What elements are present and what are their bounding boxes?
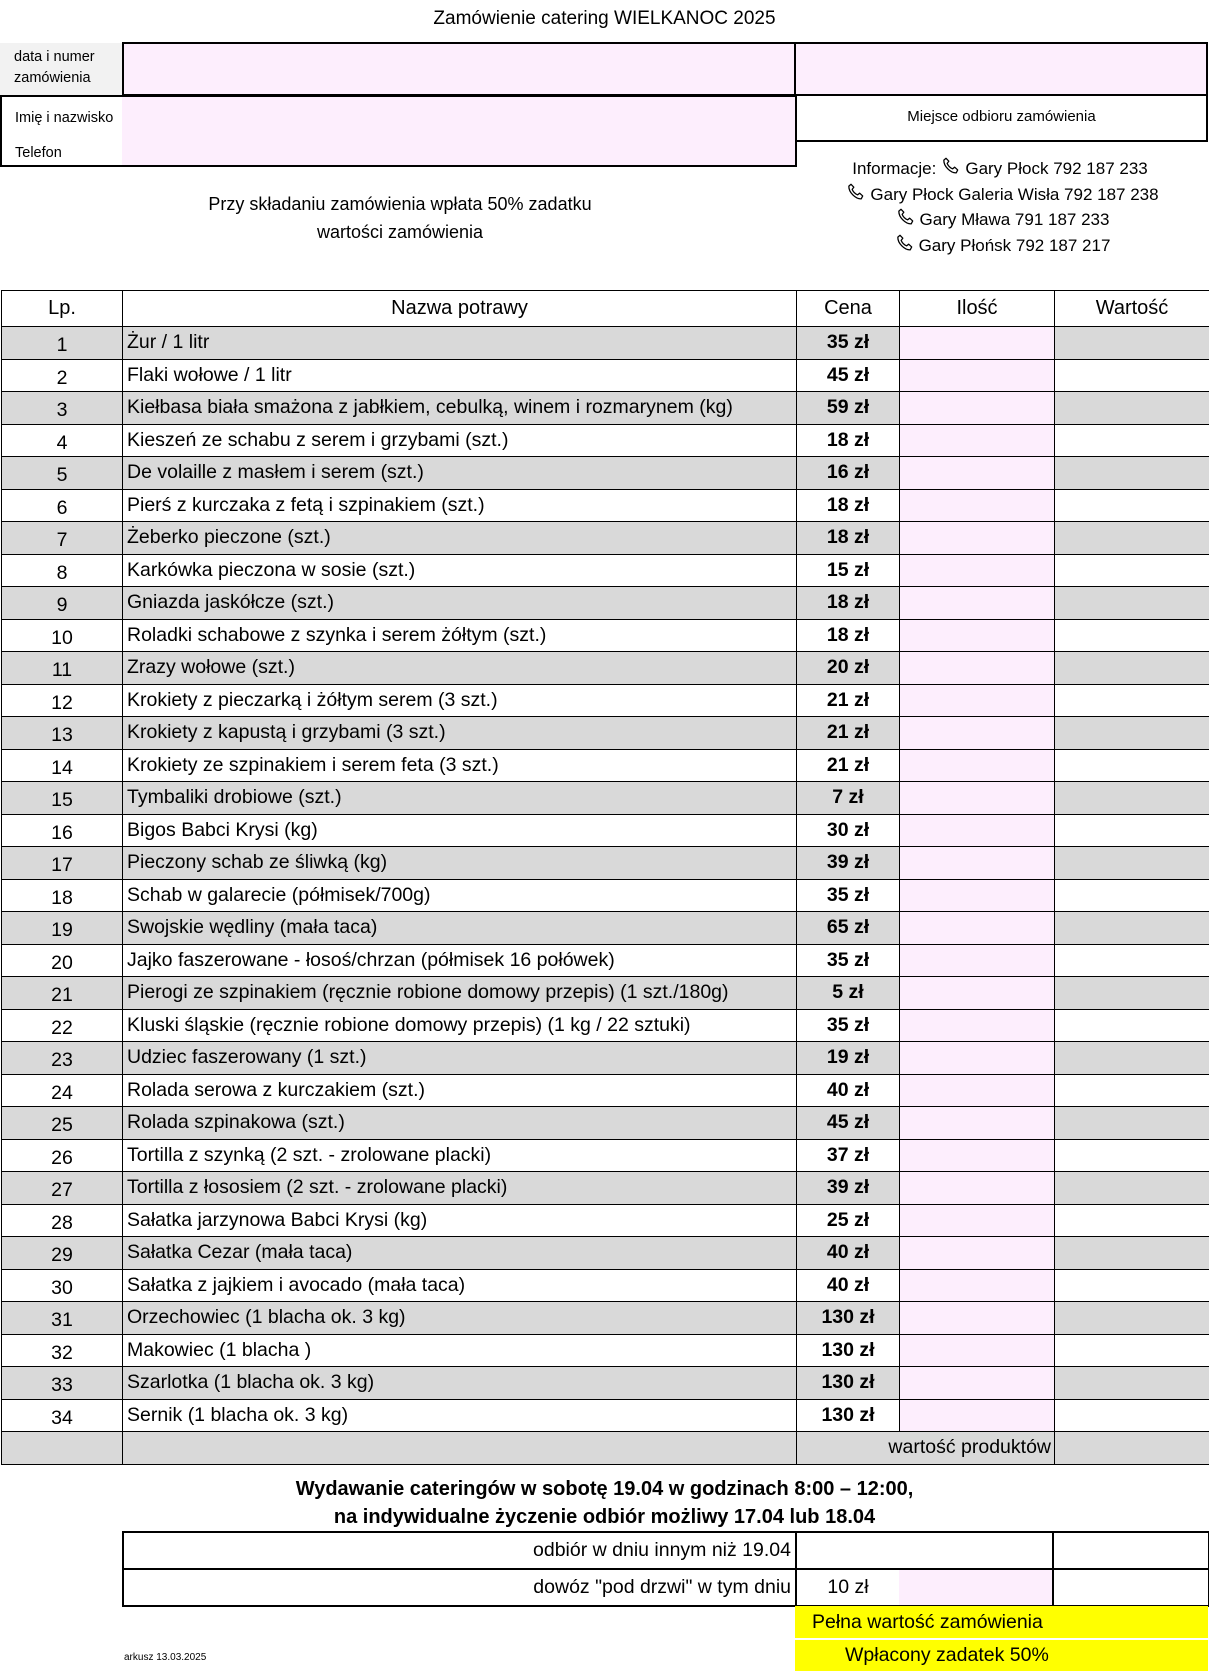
- row-dish-name: Udziec faszerowany (1 szt.): [123, 1042, 797, 1075]
- row-lp: 9: [2, 587, 123, 620]
- row-lp: 16: [2, 814, 123, 847]
- header-quantity: Ilość: [900, 291, 1055, 327]
- table-row: [2, 489, 1209, 522]
- row-price: 35 zł: [797, 1009, 900, 1042]
- table-row: [2, 814, 1209, 847]
- row-value: [1055, 392, 1209, 425]
- row-dish-name: Tortilla z szynką (2 szt. - zrolowane placki): [123, 1139, 797, 1172]
- info-row-3: [810, 207, 1190, 233]
- row-dish-name: Sernik (1 blacha ok. 3 kg): [123, 1399, 797, 1432]
- row-dish-name: Makowiec (1 blacha ): [123, 1334, 797, 1367]
- row-dish-name: Kiełbasa biała smażona z jabłkiem, cebulką, winem i rozmarynem (kg): [123, 392, 797, 425]
- row-price: 18 zł: [797, 489, 900, 522]
- row-lp: 20: [2, 944, 123, 977]
- other-day-input[interactable]: [796, 1532, 1053, 1569]
- row-quantity-input[interactable]: [900, 652, 1055, 685]
- row-dish-name: De volaille z masłem i serem (szt.): [123, 457, 797, 490]
- delivery-row: [123, 1569, 1209, 1606]
- row-dish-name: Orzechowiec (1 blacha ok. 3 kg): [123, 1302, 797, 1335]
- row-price: 16 zł: [797, 457, 900, 490]
- table-row: [2, 392, 1209, 425]
- table-row: [2, 1302, 1209, 1335]
- row-lp: 10: [2, 619, 123, 652]
- row-lp: 21: [2, 977, 123, 1010]
- row-value: [1055, 1107, 1209, 1140]
- row-quantity-input[interactable]: [900, 1172, 1055, 1205]
- row-lp: 34: [2, 1399, 123, 1432]
- row-value: [1055, 457, 1209, 490]
- full-value-label: Pełna wartość zamówienia: [795, 1606, 1208, 1638]
- contact-4: Gary Płońsk 792 187 217: [918, 235, 1111, 255]
- table-row: [2, 1172, 1209, 1205]
- row-quantity-input[interactable]: [900, 359, 1055, 392]
- info-row-2: [810, 182, 1190, 208]
- row-value: [1055, 587, 1209, 620]
- row-value: [1055, 717, 1209, 750]
- table-row: [2, 1204, 1209, 1237]
- row-lp: 3: [2, 392, 123, 425]
- row-quantity-input[interactable]: [900, 489, 1055, 522]
- table-row: [2, 847, 1209, 880]
- header-lp: Lp.: [2, 291, 123, 327]
- row-dish-name: Pieczony schab ze śliwką (kg): [123, 847, 797, 880]
- row-quantity-input[interactable]: [900, 587, 1055, 620]
- row-quantity-input[interactable]: [900, 522, 1055, 555]
- contact-2: Gary Płock Galeria Wisła 792 187 238: [870, 184, 1159, 204]
- row-dish-name: Krokiety z pieczarką i żółtym serem (3 szt.): [123, 684, 797, 717]
- total-blank: [123, 1432, 797, 1465]
- row-lp: 4: [2, 424, 123, 457]
- row-lp: 32: [2, 1334, 123, 1367]
- row-lp: 33: [2, 1367, 123, 1400]
- row-quantity-input[interactable]: [900, 977, 1055, 1010]
- row-quantity-input[interactable]: [900, 1269, 1055, 1302]
- table-row: [2, 587, 1209, 620]
- contact-1: Gary Płock 792 187 233: [965, 159, 1148, 178]
- total-label: wartość produktów: [797, 1432, 1055, 1465]
- info-contacts: [810, 156, 1190, 258]
- row-quantity-input[interactable]: [900, 912, 1055, 945]
- row-quantity-input[interactable]: [900, 1107, 1055, 1140]
- table-row: [2, 717, 1209, 750]
- row-price: 130 zł: [797, 1399, 900, 1432]
- order-number-field[interactable]: [122, 42, 1208, 96]
- row-dish-name: Rolada serowa z kurczakiem (szt.): [123, 1074, 797, 1107]
- customer-input-field[interactable]: [122, 97, 795, 165]
- row-lp: 19: [2, 912, 123, 945]
- row-value: [1055, 489, 1209, 522]
- row-price: 40 zł: [797, 1269, 900, 1302]
- row-price: 21 zł: [797, 749, 900, 782]
- row-value: [1055, 1334, 1209, 1367]
- row-quantity-input[interactable]: [900, 814, 1055, 847]
- table-row: [2, 1139, 1209, 1172]
- row-value: [1055, 359, 1209, 392]
- row-price: 15 zł: [797, 554, 900, 587]
- table-row: [2, 327, 1209, 360]
- row-quantity-input[interactable]: [900, 1399, 1055, 1432]
- row-price: 130 zł: [797, 1302, 900, 1335]
- page-title: Zamówienie catering WIELKANOC 2025: [433, 8, 776, 29]
- row-dish-name: Żur / 1 litr: [123, 327, 797, 360]
- row-lp: 2: [2, 359, 123, 392]
- row-price: 30 zł: [797, 814, 900, 847]
- order-label-line1: data i numer: [14, 49, 95, 65]
- row-quantity-input[interactable]: [900, 782, 1055, 815]
- row-price: 7 zł: [797, 782, 900, 815]
- row-value: [1055, 1367, 1209, 1400]
- row-lp: 5: [2, 457, 123, 490]
- extras-table: [122, 1531, 1209, 1607]
- menu-table: [1, 290, 1209, 1465]
- row-dish-name: Sałatka jarzynowa Babci Krysi (kg): [123, 1204, 797, 1237]
- row-price: 35 zł: [797, 327, 900, 360]
- row-lp: 13: [2, 717, 123, 750]
- row-price: 40 zł: [797, 1074, 900, 1107]
- table-row: [2, 912, 1209, 945]
- table-row: [2, 359, 1209, 392]
- row-price: 20 zł: [797, 652, 900, 685]
- phone-icon: [845, 182, 867, 204]
- row-value: [1055, 814, 1209, 847]
- row-dish-name: Swojskie wędliny (mała taca): [123, 912, 797, 945]
- header-price: Cena: [797, 291, 900, 327]
- header-name: Nazwa potrawy: [123, 291, 797, 327]
- row-lp: 14: [2, 749, 123, 782]
- row-quantity-input[interactable]: [900, 1009, 1055, 1042]
- row-value: [1055, 749, 1209, 782]
- row-price: 130 zł: [797, 1334, 900, 1367]
- sheet-date: arkusz 13.03.2025: [124, 1652, 207, 1663]
- row-price: 45 zł: [797, 359, 900, 392]
- row-lp: 6: [2, 489, 123, 522]
- row-price: 59 zł: [797, 392, 900, 425]
- row-price: 18 zł: [797, 587, 900, 620]
- row-dish-name: Szarlotka (1 blacha ok. 3 kg): [123, 1367, 797, 1400]
- row-quantity-input[interactable]: [900, 1367, 1055, 1400]
- row-quantity-input[interactable]: [900, 392, 1055, 425]
- row-lp: 12: [2, 684, 123, 717]
- total-row: [2, 1432, 1209, 1465]
- row-price: 39 zł: [797, 847, 900, 880]
- row-price: 18 zł: [797, 522, 900, 555]
- deposit-line2: wartości zamówienia: [316, 222, 484, 242]
- row-price: 35 zł: [797, 879, 900, 912]
- row-dish-name: Pierś z kurczaka z fetą i szpinakiem (szt.): [123, 489, 797, 522]
- delivery-cell: [796, 1569, 1053, 1606]
- row-price: 65 zł: [797, 912, 900, 945]
- table-row: [2, 879, 1209, 912]
- table-row: [2, 554, 1209, 587]
- row-quantity-input[interactable]: [900, 424, 1055, 457]
- row-quantity-input[interactable]: [900, 1302, 1055, 1335]
- row-quantity-input[interactable]: [900, 684, 1055, 717]
- total-blank: [2, 1432, 123, 1465]
- delivery-price: 10 zł: [827, 1576, 869, 1598]
- notice-line2: na indywidualne życzenie odbiór możliwy 17.04 lub 18.04: [333, 1506, 876, 1528]
- table-row: [2, 1009, 1209, 1042]
- row-quantity-input[interactable]: [900, 1204, 1055, 1237]
- row-quantity-input[interactable]: [900, 619, 1055, 652]
- row-price: 18 zł: [797, 424, 900, 457]
- table-row: [2, 782, 1209, 815]
- table-row: [2, 1399, 1209, 1432]
- row-value: [1055, 327, 1209, 360]
- row-value: [1055, 1237, 1209, 1270]
- row-value: [1055, 424, 1209, 457]
- row-value: [1055, 847, 1209, 880]
- row-dish-name: Tortilla z łososiem (2 szt. - zrolowane placki): [123, 1172, 797, 1205]
- delivery-value: [1053, 1569, 1209, 1606]
- row-value: [1055, 1009, 1209, 1042]
- row-quantity-input[interactable]: [900, 554, 1055, 587]
- table-row: [2, 1074, 1209, 1107]
- row-price: 37 zł: [797, 1139, 900, 1172]
- row-quantity-input[interactable]: [900, 944, 1055, 977]
- row-lp: 8: [2, 554, 123, 587]
- row-dish-name: Bigos Babci Krysi (kg): [123, 814, 797, 847]
- row-dish-name: Roladki schabowe z szynka i serem żółtym (szt.): [123, 619, 797, 652]
- row-price: 5 zł: [797, 977, 900, 1010]
- row-lp: 24: [2, 1074, 123, 1107]
- row-value: [1055, 912, 1209, 945]
- row-value: [1055, 977, 1209, 1010]
- table-row: [2, 1107, 1209, 1140]
- row-value: [1055, 782, 1209, 815]
- table-row: [2, 424, 1209, 457]
- row-dish-name: Gniazda jaskółcze (szt.): [123, 587, 797, 620]
- table-row: [2, 977, 1209, 1010]
- row-lp: 7: [2, 522, 123, 555]
- pickup-notice: [0, 1475, 1209, 1531]
- row-price: 21 zł: [797, 717, 900, 750]
- row-price: 39 zł: [797, 1172, 900, 1205]
- row-value: [1055, 1074, 1209, 1107]
- menu-body: [2, 327, 1209, 1465]
- other-day-row: [123, 1532, 1209, 1569]
- row-dish-name: Sałatka Cezar (mała taca): [123, 1237, 797, 1270]
- name-label: Imię i nazwisko: [15, 110, 114, 126]
- row-lp: 25: [2, 1107, 123, 1140]
- row-dish-name: Flaki wołowe / 1 litr: [123, 359, 797, 392]
- row-dish-name: Sałatka z jajkiem i avocado (mała taca): [123, 1269, 797, 1302]
- info-row-4: [810, 233, 1190, 259]
- header-value: Wartość: [1055, 291, 1209, 327]
- notice-line1: Wydawanie cateringów w sobotę 19.04 w godzinach 8:00 – 12:00,: [295, 1478, 914, 1500]
- table-row: [2, 522, 1209, 555]
- row-value: [1055, 554, 1209, 587]
- table-row: [2, 944, 1209, 977]
- row-lp: 15: [2, 782, 123, 815]
- row-dish-name: Rolada szpinakowa (szt.): [123, 1107, 797, 1140]
- phone-icon: [894, 233, 916, 255]
- table-row: [2, 457, 1209, 490]
- row-lp: 11: [2, 652, 123, 685]
- row-dish-name: Pierogi ze szpinakiem (ręcznie robione domowy przepis) (1 szt./180g): [123, 977, 797, 1010]
- row-quantity-input[interactable]: [900, 457, 1055, 490]
- row-value: [1055, 619, 1209, 652]
- total-value: [1055, 1432, 1209, 1465]
- row-quantity-input[interactable]: [900, 1042, 1055, 1075]
- order-divider: [794, 42, 796, 96]
- other-day-label: odbiór w dniu innym niż 19.04: [123, 1532, 796, 1569]
- row-value: [1055, 1172, 1209, 1205]
- row-quantity-input[interactable]: [900, 327, 1055, 360]
- deposit-line1: Przy składaniu zamówienia wpłata 50% zadatku: [208, 194, 592, 214]
- pickup-label: Miejsce odbioru zamówienia: [907, 108, 1096, 125]
- row-price: 19 zł: [797, 1042, 900, 1075]
- other-day-value: [1053, 1532, 1209, 1569]
- row-value: [1055, 1399, 1209, 1432]
- delivery-quantity-input[interactable]: [899, 1570, 1052, 1605]
- table-row: [2, 1042, 1209, 1075]
- row-dish-name: Kluski śląskie (ręcznie robione domowy przepis) (1 kg / 22 sztuki): [123, 1009, 797, 1042]
- phone-icon: [940, 156, 962, 178]
- row-dish-name: Schab w galarecie (półmisek/700g): [123, 879, 797, 912]
- row-value: [1055, 1139, 1209, 1172]
- table-row: [2, 1269, 1209, 1302]
- row-price: 25 zł: [797, 1204, 900, 1237]
- info-label: Informacje:: [852, 159, 937, 178]
- row-value: [1055, 652, 1209, 685]
- row-value: [1055, 1302, 1209, 1335]
- row-lp: 18: [2, 879, 123, 912]
- row-value: [1055, 879, 1209, 912]
- row-dish-name: Tymbaliki drobiowe (szt.): [123, 782, 797, 815]
- row-value: [1055, 684, 1209, 717]
- table-row: [2, 619, 1209, 652]
- row-price: 45 zł: [797, 1107, 900, 1140]
- phone-label: Telefon: [15, 145, 62, 161]
- row-dish-name: Żeberko pieczone (szt.): [123, 522, 797, 555]
- row-lp: 28: [2, 1204, 123, 1237]
- table-row: [2, 652, 1209, 685]
- row-value: [1055, 1204, 1209, 1237]
- row-lp: 1: [2, 327, 123, 360]
- row-lp: 26: [2, 1139, 123, 1172]
- row-quantity-input[interactable]: [900, 1334, 1055, 1367]
- row-quantity-input[interactable]: [900, 749, 1055, 782]
- row-dish-name: Zrazy wołowe (szt.): [123, 652, 797, 685]
- row-price: 21 zł: [797, 684, 900, 717]
- row-dish-name: Karkówka pieczona w sosie (szt.): [123, 554, 797, 587]
- row-lp: 22: [2, 1009, 123, 1042]
- row-value: [1055, 1042, 1209, 1075]
- row-dish-name: Kieszeń ze schabu z serem i grzybami (szt.): [123, 424, 797, 457]
- deposit-paid-label: Wpłacony zadatek 50%: [795, 1640, 1208, 1671]
- table-header-row: [2, 291, 1209, 327]
- row-price: 18 zł: [797, 619, 900, 652]
- row-quantity-input[interactable]: [900, 1139, 1055, 1172]
- row-value: [1055, 522, 1209, 555]
- table-row: [2, 749, 1209, 782]
- phone-icon: [895, 207, 917, 229]
- table-row: [2, 1334, 1209, 1367]
- row-dish-name: Jajko faszerowane - łosoś/chrzan (półmisek 16 połówek): [123, 944, 797, 977]
- table-row: [2, 1367, 1209, 1400]
- row-dish-name: Krokiety z kapustą i grzybami (3 szt.): [123, 717, 797, 750]
- row-lp: 27: [2, 1172, 123, 1205]
- row-lp: 17: [2, 847, 123, 880]
- row-quantity-input[interactable]: [900, 1074, 1055, 1107]
- row-price: 35 zł: [797, 944, 900, 977]
- delivery-label: dowóz "pod drzwi" w tym dniu: [123, 1569, 796, 1606]
- row-quantity-input[interactable]: [900, 717, 1055, 750]
- row-price: 40 zł: [797, 1237, 900, 1270]
- row-value: [1055, 1269, 1209, 1302]
- row-lp: 31: [2, 1302, 123, 1335]
- row-lp: 29: [2, 1237, 123, 1270]
- row-quantity-input[interactable]: [900, 879, 1055, 912]
- table-row: [2, 1237, 1209, 1270]
- row-quantity-input[interactable]: [900, 1237, 1055, 1270]
- row-quantity-input[interactable]: [900, 847, 1055, 880]
- info-row-1: [810, 156, 1190, 182]
- order-label: [1, 47, 122, 89]
- row-lp: 30: [2, 1269, 123, 1302]
- row-value: [1055, 944, 1209, 977]
- order-label-line2: zamówienia: [14, 70, 91, 86]
- row-dish-name: Krokiety ze szpinakiem i serem feta (3 szt.): [123, 749, 797, 782]
- row-price: 130 zł: [797, 1367, 900, 1400]
- table-row: [2, 684, 1209, 717]
- deposit-note: [120, 190, 680, 246]
- row-lp: 23: [2, 1042, 123, 1075]
- contact-3: Gary Mława 791 187 233: [919, 210, 1110, 229]
